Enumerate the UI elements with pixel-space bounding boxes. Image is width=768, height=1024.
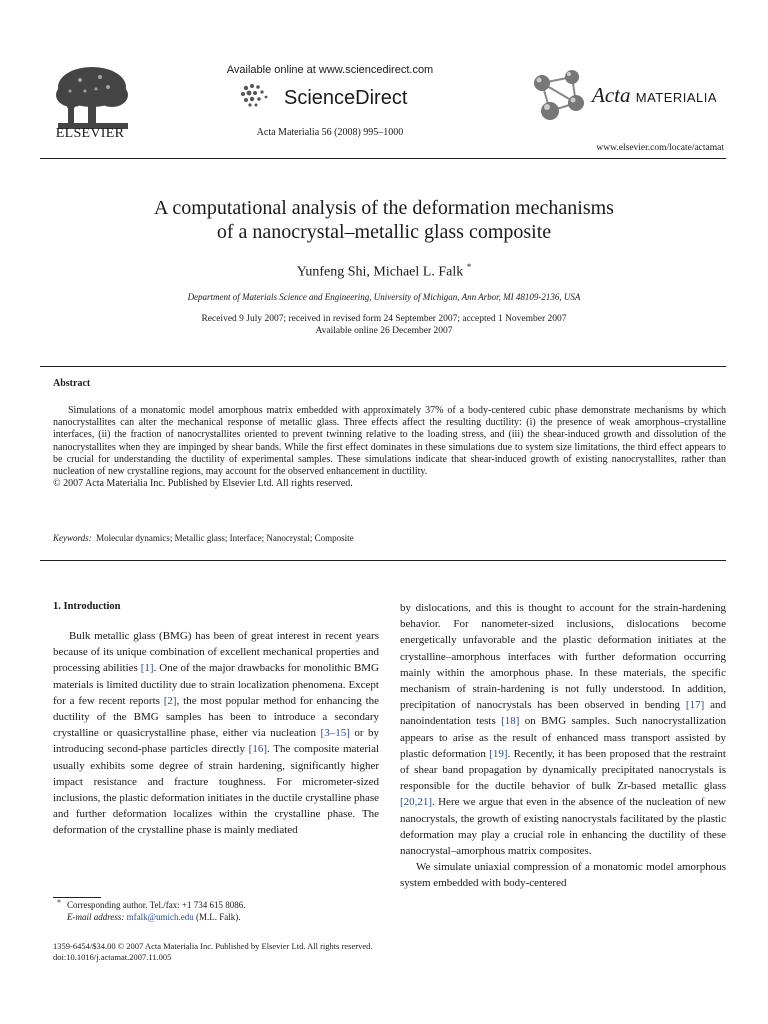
acta-materialia-title — [592, 83, 717, 108]
abstract-heading: Abstract — [53, 378, 91, 389]
abstract-top-divider — [40, 366, 726, 367]
acta-materialia-molecule-logo — [528, 67, 588, 127]
citation-link[interactable]: [16] — [248, 743, 267, 756]
sciencedirect-dots-icon — [240, 82, 270, 110]
section-heading-introduction: 1. Introduction — [53, 601, 121, 612]
received-dates: Received 9 July 2007; received in revised form 24 September 2007; accepted 1 November 2007 — [201, 314, 567, 324]
abstract-body — [53, 405, 726, 490]
corresponding-author-footnote — [53, 899, 379, 923]
footnote-mark: * — [57, 898, 61, 907]
author-list — [60, 262, 708, 281]
journal-reference: Acta Materialia 56 (2008) 995–1000 — [256, 127, 404, 138]
online-date: Available online 26 December 2007 — [315, 326, 453, 336]
publisher-name: ELSEVIER — [55, 126, 125, 141]
abstract-copyright: © 2007 Acta Materialia Inc. Published by Elsevier Ltd. All rights reserved. — [53, 478, 353, 490]
materialia-text: MATERIALIA — [635, 90, 718, 105]
body-column-left — [53, 628, 379, 839]
citation-link[interactable]: [3–15] — [320, 727, 350, 740]
sciencedirect-logo-text: ScienceDirect — [284, 87, 408, 109]
corresponding-author-mark[interactable]: * — [466, 262, 472, 272]
header-divider — [40, 158, 726, 159]
citation-link[interactable]: [19] — [489, 747, 508, 760]
keywords-list: Molecular dynamics; Metallic glass; Interface; Nanocrystal; Composite — [96, 533, 354, 543]
footnote-email-line — [53, 911, 379, 923]
issn-line: 1359-6454/$34.00 © 2007 Acta Materialia Inc. Published by Elsevier Ltd. All rights reserved. — [53, 941, 373, 951]
citation-link[interactable]: [17] — [685, 699, 705, 712]
issn-and-doi — [53, 941, 372, 963]
intro-paragraph-1: Bulk metallic glass (BMG) has been of great interest in recent years because of its unique combination of excellent mechanical properties and processing abilities [1]. One of the major drawbacks for monolithic BMG materials is limited ductility due to strain localization phenomena. Except for a few recent reports [2], the most popular method for enhancing the ductility of the BMG samples has been to introduce a secondary crystalline or quasicrystalline phase, either via nucleation [3–15] or by introducing second-phase particles directly [16]. The composite material usually exhibits some degree of strain hardening, significantly higher impact resistance and fracture toughness. For micrometer-sized inclusions, the plastic deformation initiates in the ductile crystalline phase and further deformation localizes within the crystalline phase. The deformation of the crystalline phase is mainly mediated — [53, 630, 380, 837]
abstract-bottom-divider — [40, 560, 726, 561]
affiliation: Department of Materials Science and Engineering, University of Michigan, Ann Arbor, MI 48109-2136, USA — [187, 292, 581, 302]
authors-text: Yunfeng Shi, Michael L. Falk — [296, 264, 464, 280]
email-label: E-mail address: — [67, 912, 125, 922]
article-dates — [60, 313, 708, 337]
title-line-1: A computational analysis of the deformation mechanisms — [154, 197, 614, 219]
citation-link[interactable]: [2] — [163, 694, 177, 707]
intro-paragraph-1-continued: by dislocations, and this is thought to account for the strain-hardening behavior. For nanometer-sized inclusions, dislocations become energetically unfavorable and the plastic deformation initiates at the crystalline–amorphous interfaces with further deformation occurring mainly within the amorphous phase. In these materials, the specific mechanism of strain-hardening is not fully understood. In addition, precipitation of nanocrystals has been observed in bending [17] and nanoindentation tests [18] on BMG samples. Such nanocrystallization appears to arise as the result of enhanced mass transport assisted by plastic deformation [19]. Recently, it has been proposed that the restraint of shear band propagation by dynamically precipitated nanocrystals is responsible for the ductile behavior of bulk Zr-based metallic glass [20,21]. Here we argue that even in the absence of the nucleation of new nanocrystals, the growth of existing nanocrystals facilitated by the plastic deformation may play a crucial role in enhancing the ductility of these nanocrystal–amorphous matrix composites. — [400, 602, 726, 858]
body-column-right — [400, 600, 726, 892]
keywords-label: Keywords: — [53, 533, 92, 543]
citation-link[interactable]: [20,21] — [400, 796, 433, 809]
intro-paragraph-2: We simulate uniaxial compression of a monatomic model amorphous system embedded with body-centered — [400, 861, 726, 890]
journal-url-link[interactable]: www.elsevier.com/locate/actamat — [596, 143, 724, 153]
email-link[interactable]: mfalk@umich.edu — [126, 912, 194, 922]
available-online-text: Available online at www.sciencedirect.com — [226, 64, 434, 76]
keywords-line — [53, 533, 354, 543]
acta-script-text: Acta — [592, 83, 631, 107]
footnote-contact: Corresponding author. Tel./fax: +1 734 615 8086. — [67, 900, 246, 910]
citation-link[interactable]: [18] — [501, 715, 520, 728]
doi-line[interactable]: doi:10.1016/j.actamat.2007.11.005 — [53, 952, 172, 962]
title-line-2: of a nanocrystal–metallic glass composite — [216, 221, 552, 243]
email-suffix: (M.L. Falk). — [193, 912, 241, 922]
abstract-text: Simulations of a monatomic model amorphous matrix embedded with approximately 37% of a body-centered cubic phase demonstrate mechanisms by which nanocrystallites can alter the mechanical response of metallic glass. Three effects affect the resulting ductility: (i) the presence of weak amorphous–crystalline interfaces, (ii) the fraction of nanocrystallites oriented to prevent twinning relative to the loading stress, and (iii) the shear-induced growth and dissolution of the nanocrystallites when they are impinged by shear bands. While the first effect dominates in these simulations due to system size limitations, the third effect appears to be crucial for understanding the ductility of experimental samples. These simulations indicate that shear-induced growth of existing nanocrystallites, rather than nucleation of new crystalline regions, may account for the observed enhancement in ductility. — [53, 405, 726, 478]
article-title — [60, 196, 708, 244]
citation-link[interactable]: [1] — [140, 662, 154, 675]
